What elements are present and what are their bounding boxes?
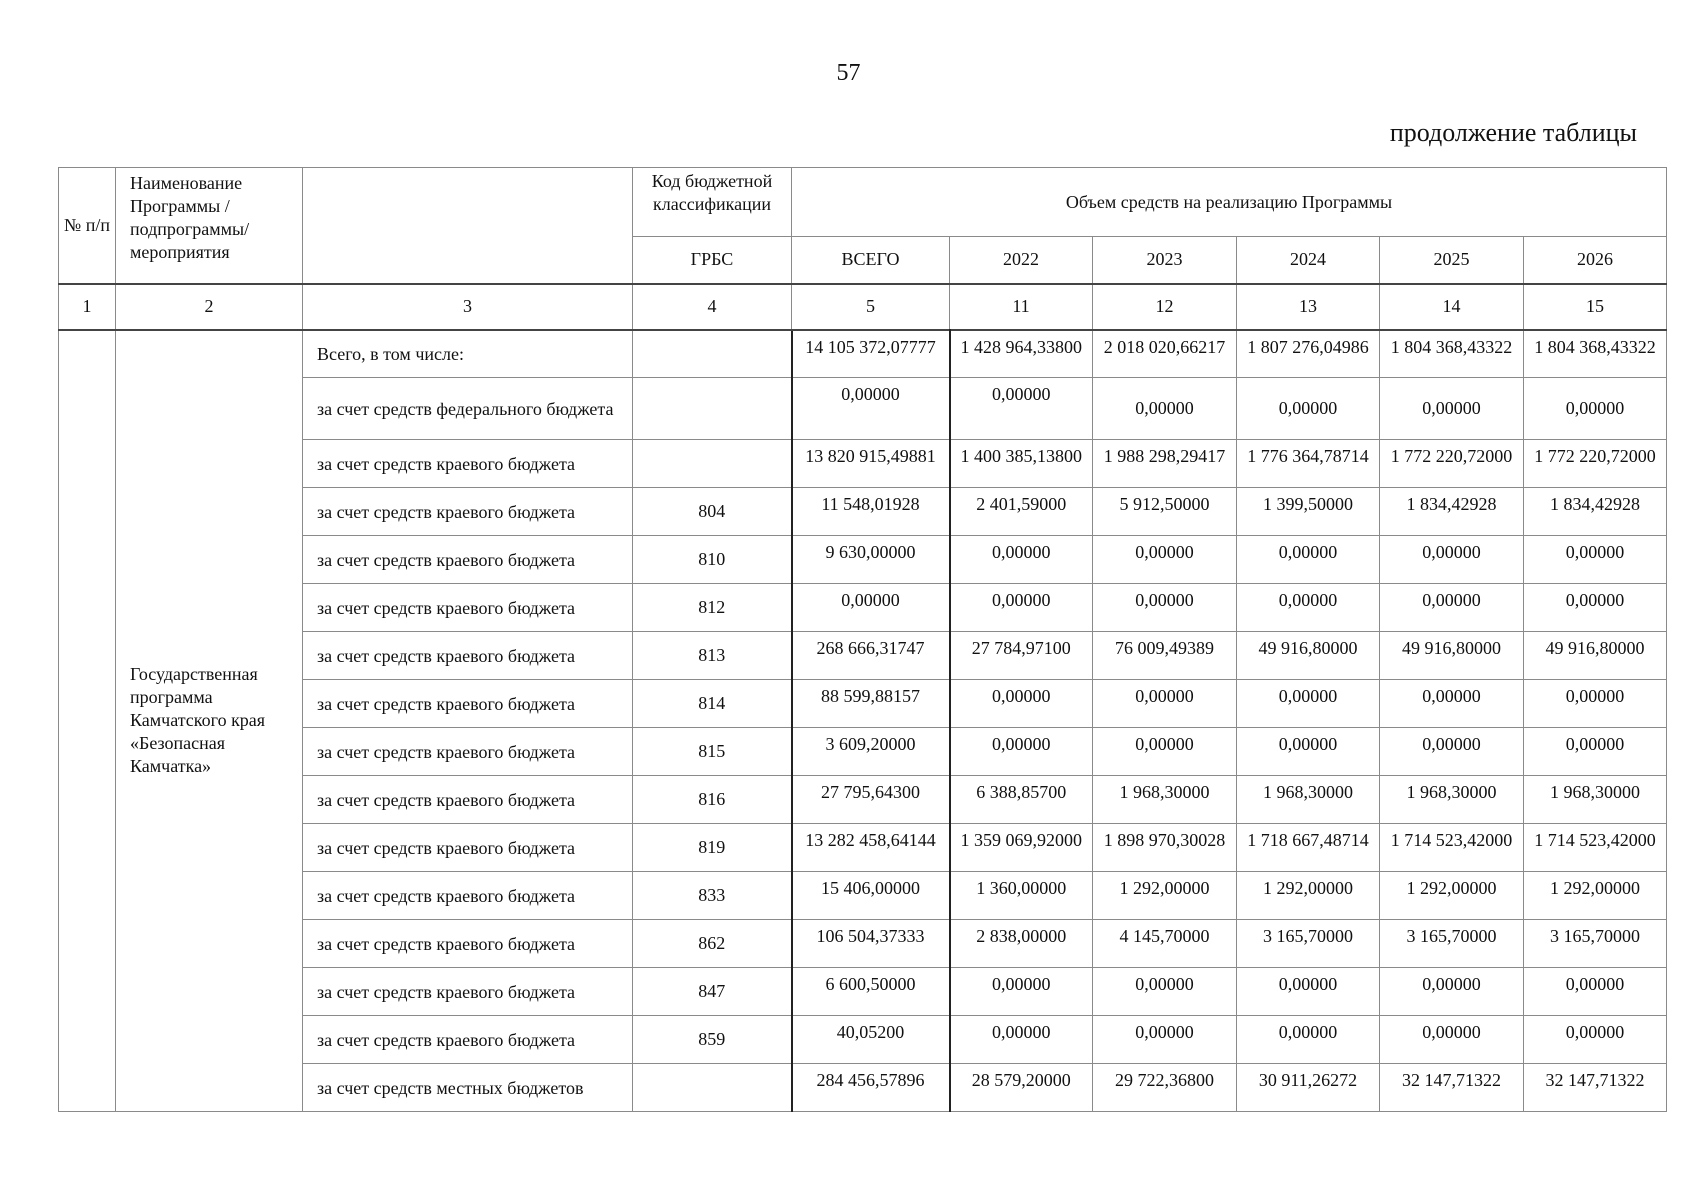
- grbs-code: [633, 330, 792, 378]
- funding-source-label: за счет средств краевого бюджета: [303, 728, 633, 776]
- grbs-code: 813: [633, 632, 792, 680]
- total-cell: 106 504,37333: [792, 920, 950, 968]
- total-cell: 9 630,00000: [792, 536, 950, 584]
- year-cell-2026: 0,00000: [1524, 378, 1667, 440]
- year-cell-2022: 28 579,20000: [950, 1064, 1093, 1112]
- year-cell-2024: 1 399,50000: [1237, 488, 1380, 536]
- year-cell-2023: 1 292,00000: [1093, 872, 1237, 920]
- year-cell-2025: 0,00000: [1380, 536, 1524, 584]
- grbs-code: 862: [633, 920, 792, 968]
- year-cell-2026: 0,00000: [1524, 1016, 1667, 1064]
- year-cell-2024: 1 776 364,78714: [1237, 440, 1380, 488]
- year-cell-2024: 3 165,70000: [1237, 920, 1380, 968]
- funding-source-label: за счет средств краевого бюджета: [303, 776, 633, 824]
- year-cell-2025: 0,00000: [1380, 968, 1524, 1016]
- page-number: 57: [836, 60, 861, 86]
- table-row: [59, 330, 1667, 378]
- year-cell-2026: 0,00000: [1524, 680, 1667, 728]
- year-cell-2025: 0,00000: [1380, 1016, 1524, 1064]
- year-cell-2023: 76 009,49389: [1093, 632, 1237, 680]
- year-cell-2022: 2 401,59000: [950, 488, 1093, 536]
- grbs-code: 814: [633, 680, 792, 728]
- grbs-code: 833: [633, 872, 792, 920]
- year-cell-2022: 2 838,00000: [950, 920, 1093, 968]
- total-cell: 268 666,31747: [792, 632, 950, 680]
- year-cell-2026: 32 147,71322: [1524, 1064, 1667, 1112]
- year-cell-2024: 0,00000: [1237, 378, 1380, 440]
- year-cell-2025: 1 804 368,43322: [1380, 330, 1524, 378]
- funding-source-label: за счет средств краевого бюджета: [303, 632, 633, 680]
- total-cell: 40,05200: [792, 1016, 950, 1064]
- year-cell-2024: 1 718 667,48714: [1237, 824, 1380, 872]
- grbs-code: 810: [633, 536, 792, 584]
- year-cell-2025: 1 834,42928: [1380, 488, 1524, 536]
- year-cell-2023: 1 968,30000: [1093, 776, 1237, 824]
- funding-source-label: за счет средств краевого бюджета: [303, 1016, 633, 1064]
- year-cell-2026: 0,00000: [1524, 728, 1667, 776]
- year-cell-2023: 5 912,50000: [1093, 488, 1237, 536]
- funding-source-label: за счет средств краевого бюджета: [303, 872, 633, 920]
- grbs-code: [633, 440, 792, 488]
- total-cell: 0,00000: [792, 378, 950, 440]
- total-cell: 15 406,00000: [792, 872, 950, 920]
- header-year: 2022: [950, 237, 1093, 284]
- total-cell: 27 795,64300: [792, 776, 950, 824]
- header-source: [303, 168, 633, 284]
- year-cell-2025: 1 714 523,42000: [1380, 824, 1524, 872]
- year-cell-2025: 0,00000: [1380, 728, 1524, 776]
- col-number: 14: [1380, 284, 1524, 330]
- year-cell-2025: 0,00000: [1380, 378, 1524, 440]
- funding-source-label: за счет средств краевого бюджета: [303, 680, 633, 728]
- header-volume: Объем средств на реализацию Программы: [792, 168, 1667, 237]
- year-cell-2025: 1 292,00000: [1380, 872, 1524, 920]
- year-cell-2024: 1 292,00000: [1237, 872, 1380, 920]
- header-year: 2026: [1524, 237, 1667, 284]
- funding-source-label: Всего, в том числе:: [303, 330, 633, 378]
- total-cell: 88 599,88157: [792, 680, 950, 728]
- program-num: [59, 330, 116, 1112]
- grbs-code: 859: [633, 1016, 792, 1064]
- year-cell-2023: 29 722,36800: [1093, 1064, 1237, 1112]
- year-cell-2026: 0,00000: [1524, 584, 1667, 632]
- header-num: № п/п: [59, 168, 116, 284]
- year-cell-2022: 0,00000: [950, 536, 1093, 584]
- header-total: ВСЕГО: [792, 237, 950, 284]
- program-name: Государственная программа Камчатского края «Безопасная Камчатка»: [116, 330, 303, 1112]
- total-cell: 0,00000: [792, 584, 950, 632]
- year-cell-2023: 4 145,70000: [1093, 920, 1237, 968]
- funding-source-label: за счет средств краевого бюджета: [303, 584, 633, 632]
- total-cell: 14 105 372,07777: [792, 330, 950, 378]
- col-number: 11: [950, 284, 1093, 330]
- year-cell-2022: 1 359 069,92000: [950, 824, 1093, 872]
- year-cell-2023: 0,00000: [1093, 1016, 1237, 1064]
- year-cell-2026: 49 916,80000: [1524, 632, 1667, 680]
- funding-source-label: за счет средств краевого бюджета: [303, 488, 633, 536]
- col-number: 2: [116, 284, 303, 330]
- year-cell-2023: 2 018 020,66217: [1093, 330, 1237, 378]
- year-cell-2024: 1 968,30000: [1237, 776, 1380, 824]
- year-cell-2023: 1 898 970,30028: [1093, 824, 1237, 872]
- header-code: Код бюджетной классификации: [633, 168, 792, 237]
- grbs-code: 847: [633, 968, 792, 1016]
- year-cell-2025: 0,00000: [1380, 680, 1524, 728]
- continuation-label: продолжение таблицы: [1389, 118, 1637, 147]
- year-cell-2026: 0,00000: [1524, 536, 1667, 584]
- year-cell-2022: 0,00000: [950, 378, 1093, 440]
- funding-source-label: за счет средств федерального бюджета: [303, 378, 633, 440]
- grbs-code: 816: [633, 776, 792, 824]
- funding-source-label: за счет средств краевого бюджета: [303, 824, 633, 872]
- year-cell-2024: 0,00000: [1237, 680, 1380, 728]
- year-cell-2022: 0,00000: [950, 680, 1093, 728]
- funding-source-label: за счет средств краевого бюджета: [303, 920, 633, 968]
- year-cell-2024: 0,00000: [1237, 584, 1380, 632]
- header-year: 2025: [1380, 237, 1524, 284]
- year-cell-2023: 0,00000: [1093, 584, 1237, 632]
- year-cell-2023: 0,00000: [1093, 728, 1237, 776]
- year-cell-2024: 0,00000: [1237, 728, 1380, 776]
- table-body: [59, 330, 1667, 1112]
- year-cell-2026: 1 772 220,72000: [1524, 440, 1667, 488]
- grbs-code: [633, 1064, 792, 1112]
- grbs-code: 815: [633, 728, 792, 776]
- year-cell-2023: 0,00000: [1093, 680, 1237, 728]
- funding-source-label: за счет средств краевого бюджета: [303, 968, 633, 1016]
- total-cell: 11 548,01928: [792, 488, 950, 536]
- grbs-code: 804: [633, 488, 792, 536]
- year-cell-2022: 6 388,85700: [950, 776, 1093, 824]
- year-cell-2025: 1 772 220,72000: [1380, 440, 1524, 488]
- grbs-code: 819: [633, 824, 792, 872]
- year-cell-2024: 0,00000: [1237, 1016, 1380, 1064]
- year-cell-2024: 0,00000: [1237, 536, 1380, 584]
- year-cell-2024: 0,00000: [1237, 968, 1380, 1016]
- header-year: 2024: [1237, 237, 1380, 284]
- year-cell-2026: 1 834,42928: [1524, 488, 1667, 536]
- total-cell: 6 600,50000: [792, 968, 950, 1016]
- year-cell-2022: 0,00000: [950, 968, 1093, 1016]
- year-cell-2025: 32 147,71322: [1380, 1064, 1524, 1112]
- funding-source-label: за счет средств местных бюджетов: [303, 1064, 633, 1112]
- col-number: 13: [1237, 284, 1380, 330]
- year-cell-2022: 27 784,97100: [950, 632, 1093, 680]
- year-cell-2023: 1 988 298,29417: [1093, 440, 1237, 488]
- header-year: 2023: [1093, 237, 1237, 284]
- funding-source-label: за счет средств краевого бюджета: [303, 536, 633, 584]
- grbs-code: 812: [633, 584, 792, 632]
- year-cell-2022: 1 360,00000: [950, 872, 1093, 920]
- header-grbs: ГРБС: [633, 237, 792, 284]
- year-cell-2025: 49 916,80000: [1380, 632, 1524, 680]
- year-cell-2023: 0,00000: [1093, 968, 1237, 1016]
- year-cell-2025: 0,00000: [1380, 584, 1524, 632]
- col-number: 3: [303, 284, 633, 330]
- header-name: Наименование Программы /подпрограммы/ мероприятия: [116, 168, 303, 284]
- year-cell-2024: 1 807 276,04986: [1237, 330, 1380, 378]
- total-cell: 284 456,57896: [792, 1064, 950, 1112]
- col-number: 12: [1093, 284, 1237, 330]
- total-cell: 13 820 915,49881: [792, 440, 950, 488]
- col-number: 15: [1524, 284, 1667, 330]
- year-cell-2026: 3 165,70000: [1524, 920, 1667, 968]
- year-cell-2022: 0,00000: [950, 1016, 1093, 1064]
- year-cell-2023: 0,00000: [1093, 536, 1237, 584]
- funding-source-label: за счет средств краевого бюджета: [303, 440, 633, 488]
- year-cell-2023: 0,00000: [1093, 378, 1237, 440]
- year-cell-2024: 30 911,26272: [1237, 1064, 1380, 1112]
- year-cell-2022: 1 400 385,13800: [950, 440, 1093, 488]
- year-cell-2026: 1 714 523,42000: [1524, 824, 1667, 872]
- budget-table: [58, 167, 1667, 1112]
- col-number: 5: [792, 284, 950, 330]
- year-cell-2026: 1 292,00000: [1524, 872, 1667, 920]
- year-cell-2025: 3 165,70000: [1380, 920, 1524, 968]
- year-cell-2026: 0,00000: [1524, 968, 1667, 1016]
- col-number: 1: [59, 284, 116, 330]
- year-cell-2026: 1 804 368,43322: [1524, 330, 1667, 378]
- col-number: 4: [633, 284, 792, 330]
- year-cell-2022: 1 428 964,33800: [950, 330, 1093, 378]
- year-cell-2024: 49 916,80000: [1237, 632, 1380, 680]
- year-cell-2022: 0,00000: [950, 584, 1093, 632]
- total-cell: 3 609,20000: [792, 728, 950, 776]
- grbs-code: [633, 378, 792, 440]
- year-cell-2025: 1 968,30000: [1380, 776, 1524, 824]
- year-cell-2026: 1 968,30000: [1524, 776, 1667, 824]
- year-cell-2022: 0,00000: [950, 728, 1093, 776]
- total-cell: 13 282 458,64144: [792, 824, 950, 872]
